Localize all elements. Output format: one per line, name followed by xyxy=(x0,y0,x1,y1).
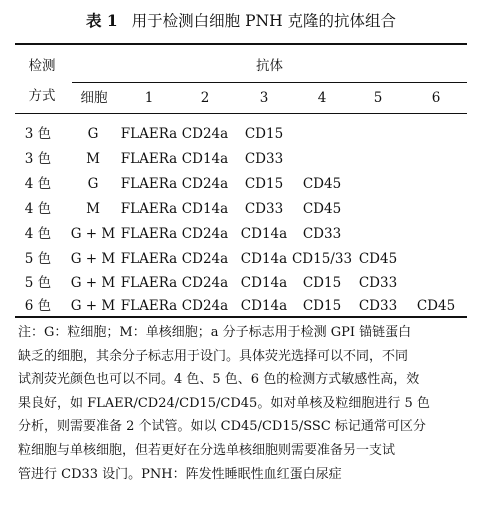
antibody-cell: FLAERa xyxy=(120,201,178,217)
row-cell-type: M xyxy=(86,201,100,217)
table-title-text: 用于检测白细胞 PNH 克隆的抗体组合 xyxy=(131,12,397,30)
column-header-5: 5 xyxy=(373,90,383,106)
antibody-cell: CD14a xyxy=(181,201,229,217)
antibody-cell: CD14a xyxy=(240,251,288,267)
column-header-2: 2 xyxy=(200,90,210,106)
row-cell-type: G xyxy=(87,176,99,192)
antibody-cell: FLAERa xyxy=(120,251,178,267)
antibody-cell: FLAERa xyxy=(120,226,178,242)
row-method: 4 色 xyxy=(24,176,52,192)
antibody-cell: FLAERa xyxy=(120,275,178,291)
antibody-cell: CD45 xyxy=(302,201,342,217)
antibody-cell: CD14a xyxy=(240,275,288,291)
row-method: 3 色 xyxy=(24,151,52,167)
antibody-cell: CD45 xyxy=(416,298,456,314)
antibody-cell: CD15 xyxy=(302,275,342,291)
column-header-3: 3 xyxy=(259,90,269,106)
antibody-cell: CD24a xyxy=(181,126,229,142)
antibody-cell: CD24a xyxy=(181,275,229,291)
row-method: 4 色 xyxy=(24,226,52,242)
row-cell-type: G + M xyxy=(70,275,116,291)
footnote-line: 注：G：粒细胞；M：单核细胞；a 分子标志用于检测 GPI 锚链蛋白 xyxy=(18,325,412,340)
header-method-line2: 方式 xyxy=(28,88,56,104)
antibody-cell: CD45 xyxy=(358,251,398,267)
row-cell-type: G xyxy=(87,126,99,142)
antibody-cell: CD15 xyxy=(302,298,342,314)
antibody-cell: FLAERa xyxy=(120,298,178,314)
antibody-cell: CD15 xyxy=(244,176,284,192)
antibody-cell: CD15/33 xyxy=(291,251,353,267)
header-rule xyxy=(15,113,467,114)
row-method: 6 色 xyxy=(24,298,52,314)
footnote-line: 缺乏的细胞，其余分子标志用于设门。具体荧光选择可以不同，不同 xyxy=(18,348,409,364)
antibody-cell: CD14a xyxy=(240,298,288,314)
footnote-line: 粒细胞与单核细胞，但若更好在分选单核细胞则需要准备另一支试 xyxy=(18,442,396,458)
column-header-6: 6 xyxy=(431,90,441,106)
antibody-cell: CD33 xyxy=(358,275,398,291)
header-cell: 细胞 xyxy=(80,90,108,106)
antibody-cell: CD24a xyxy=(181,251,229,267)
antibody-cell: CD24a xyxy=(181,226,229,242)
footnote-line: 试剂荧光颜色也可以不同。4 色、5 色、6 色的检测方式敏感性高，效 xyxy=(18,372,420,388)
table-number: 表 1 xyxy=(85,11,118,30)
row-method: 5 色 xyxy=(24,275,52,291)
antibody-cell: FLAERa xyxy=(120,176,178,192)
footnote-line: 分析，则需要准备 2 个试管。如以 CD45/CD15/SSC 标记通常可区分 xyxy=(18,419,426,435)
footnote-line: 管进行 CD33 设门。PNH：阵发性睡眠性血红蛋白尿症 xyxy=(18,466,342,482)
column-header-1: 1 xyxy=(144,90,154,106)
column-header-4: 4 xyxy=(317,90,327,106)
row-method: 4 色 xyxy=(24,201,52,217)
row-cell-type: G + M xyxy=(70,298,116,314)
footnote-line: 果良好，如 FLAER/CD24/CD15/CD45。如对单核及粒细胞进行 5 色 xyxy=(18,395,430,411)
antibody-cell: CD33 xyxy=(358,298,398,314)
antibody-cell: FLAERa xyxy=(120,126,178,142)
antibody-cell: CD14a xyxy=(181,151,229,167)
bottom-rule xyxy=(15,316,467,318)
row-cell-type: M xyxy=(86,151,100,167)
antibody-cell: CD24a xyxy=(181,298,229,314)
antibody-cell: CD24a xyxy=(181,176,229,192)
antibody-cell: CD15 xyxy=(244,126,284,142)
header-method-line1: 检测 xyxy=(28,58,56,74)
antibody-cell: FLAERa xyxy=(120,151,178,167)
row-method: 5 色 xyxy=(24,251,52,267)
antibody-group-rule xyxy=(72,82,467,83)
row-method: 3 色 xyxy=(24,126,52,142)
top-rule xyxy=(15,43,467,45)
table-title xyxy=(0,8,482,34)
antibody-cell: CD33 xyxy=(302,226,342,242)
antibody-cell: CD33 xyxy=(244,201,284,217)
antibody-cell: CD33 xyxy=(244,151,284,167)
row-cell-type: G + M xyxy=(70,226,116,242)
table-footnote xyxy=(18,321,470,486)
row-cell-type: G + M xyxy=(70,251,116,267)
header-antibody: 抗体 xyxy=(256,58,283,74)
antibody-cell: CD45 xyxy=(302,176,342,192)
antibody-cell: CD14a xyxy=(240,226,288,242)
